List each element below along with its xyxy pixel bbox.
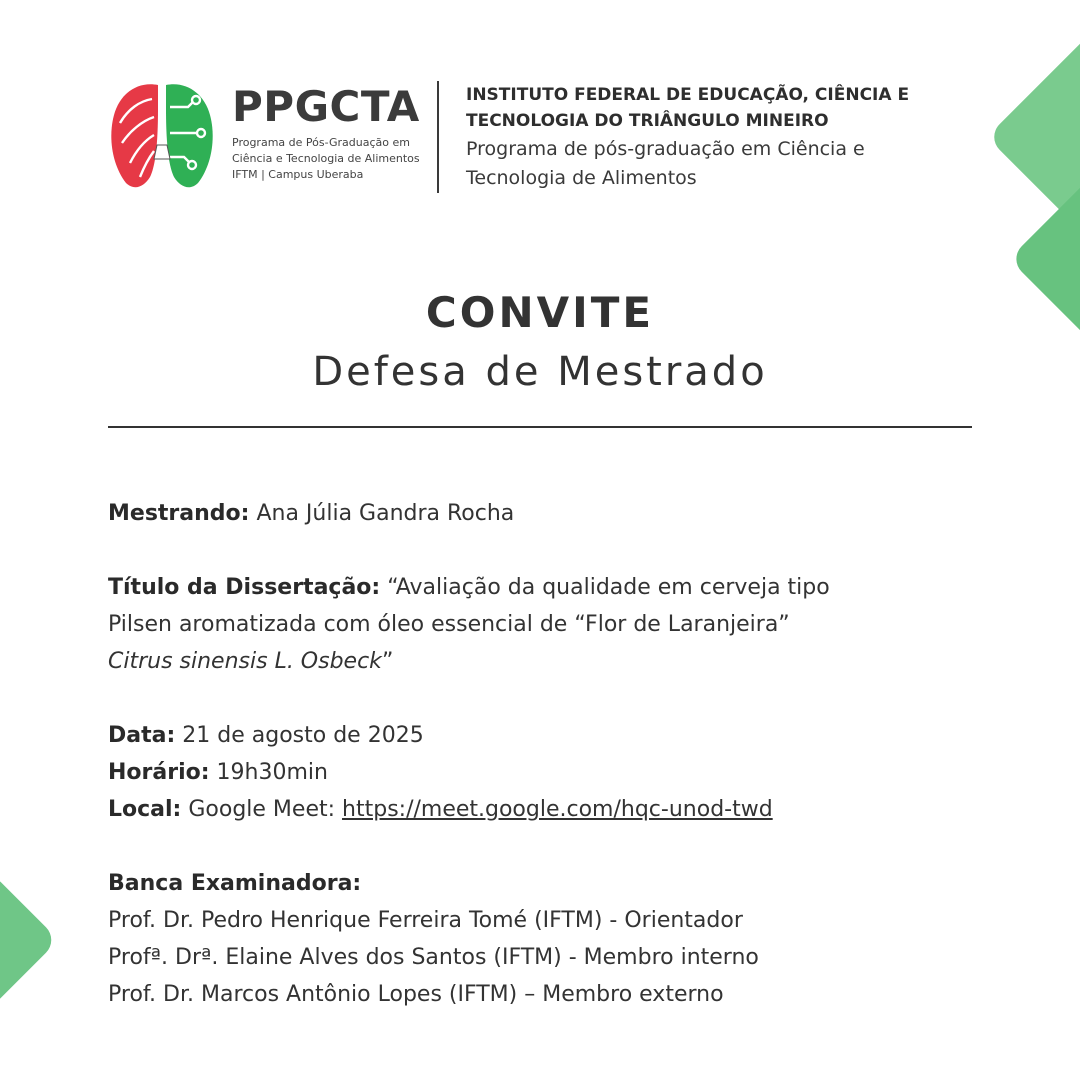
- logo-subtitle-line: Ciência e Tecnologia de Alimentos: [232, 152, 420, 165]
- date-line: [108, 717, 988, 754]
- committee-member: Prof. Dr. Marcos Antônio Lopes (IFTM) – Membro externo: [108, 982, 724, 1007]
- dissertation-line-2: Pilsen aromatizada com óleo essencial de “Flor de Laranjeira”: [108, 612, 790, 637]
- invite-title: CONVITE: [425, 288, 655, 337]
- lungs-circuit-icon: [108, 79, 216, 193]
- location-value: Google Meet:: [188, 797, 336, 822]
- institution-name: [466, 82, 909, 134]
- date-label: Data:: [108, 723, 176, 748]
- program-name-line: Programa de pós-graduação em Ciência e: [466, 138, 865, 160]
- invite-details: [108, 495, 988, 1013]
- student-name: Ana Júlia Gandra Rocha: [256, 501, 515, 526]
- date-value: 21 de agosto de 2025: [182, 723, 424, 748]
- committee-member: Profª. Drª. Elaine Alves dos Santos (IFTM) - Membro interno: [108, 945, 759, 970]
- closing-quote: ”: [381, 649, 394, 674]
- logo-subtitle-line: Programa de Pós-Graduação em: [232, 136, 410, 149]
- invite-subtitle: Defesa de Mestrado: [312, 349, 768, 395]
- logo-acronym: PPGCTA: [232, 82, 420, 131]
- species-name: Citrus sinensis L. Osbeck: [108, 649, 382, 674]
- institution-name-line: TECNOLOGIA DO TRIÂNGULO MINEIRO: [466, 111, 829, 131]
- committee-heading: [108, 865, 988, 902]
- committee-member: Prof. Dr. Pedro Henrique Ferreira Tomé (IFTM) - Orientador: [108, 908, 743, 933]
- committee-label: Banca Examinadora:: [108, 871, 362, 896]
- program-name: [466, 135, 865, 193]
- time-value: 19h30min: [216, 760, 328, 785]
- logo-subtitle-line: IFTM | Campus Uberaba: [232, 168, 364, 181]
- location-line: [108, 791, 988, 828]
- decorative-diamond-bottom-left: [0, 869, 59, 1010]
- location-label: Local:: [108, 797, 182, 822]
- header-divider: [437, 81, 439, 193]
- dissertation-line-1: [108, 569, 988, 606]
- dissertation-line-3: [108, 643, 988, 680]
- header: [108, 76, 978, 196]
- time-label: Horário:: [108, 760, 210, 785]
- title-divider: [108, 426, 972, 428]
- institution-name-line: INSTITUTO FEDERAL DE EDUCAÇÃO, CIÊNCIA E: [466, 85, 910, 105]
- student-label: Mestrando:: [108, 501, 250, 526]
- student-line: [108, 495, 988, 532]
- dissertation-title-part: “Avaliação da qualidade em cerveja tipo: [387, 575, 830, 600]
- dissertation-label: Título da Dissertação:: [108, 575, 381, 600]
- program-name-line: Tecnologia de Alimentos: [466, 167, 697, 189]
- time-line: [108, 754, 988, 791]
- logo-subtitle: [232, 135, 432, 183]
- meet-link[interactable]: https://meet.google.com/hqc-unod-twd: [342, 797, 773, 822]
